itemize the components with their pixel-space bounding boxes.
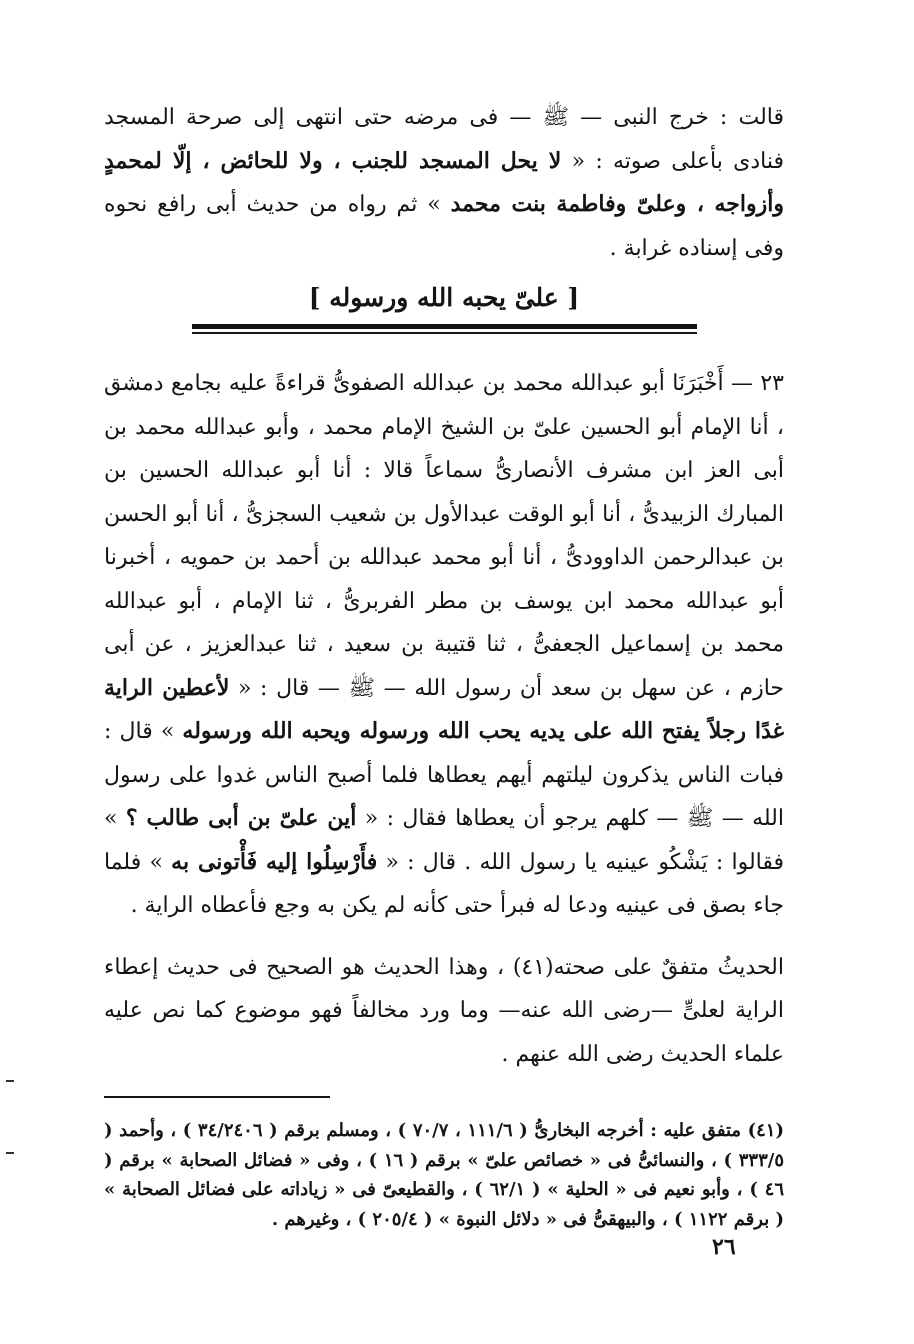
text-segment: » قال : فبات الناس يذكرون ليلتهم أيهم يعطاها فلما أصبح الناس غدوا على رسول الله — ﷺ — كلهم يرجو أن يعطاها فقال : «	[104, 719, 784, 831]
bold-quote-segment: فأَرْسِلُوا إليه فَأْتونى به	[171, 848, 378, 875]
intro-paragraph	[104, 96, 784, 270]
commentary-paragraph: الحديثُ متفقٌ على صحته(٤١) ، وهذا الحديث هو الصحيح فى حديث إعطاء الراية لعلىٍّ —رضى الله عنه— وما ورد مخالفاً فهو موضوع كما نص عليه علماء الحديث رضى الله عنهم .	[104, 954, 784, 1067]
text-segment: » فلما جاء بصق فى عينيه ودعا له فبرأ حتى كأنه لم يكن به وجع فأعطاه الراية .	[104, 849, 784, 918]
text-segment: ٢٣ — أَخْبَرَنَا أبو عبدالله محمد بن عبدالله الصفوىُّ قراءةً عليه بجامع دمشق ، أنا الإمام أبو الحسين علىّ بن الشيخ الإمام محمد ، وأبو عبدالله محمد بن أبى العز ابن مشرف الأنصارىُّ سماعاً قالا : أنا أبو عبدالله الحسين بن المبارك الزبيدىُّ ، أنا أبو الوقت عبدالأول بن شعيب السجزىُّ ، أنا أبو الحسن بن عبدالرحمن الداوودىُّ ، أنا أبو محمد عبدالله بن أحمد بن حمويه ، أخبرنا أبو عبدالله محمد ابن يوسف بن مطر الفربرىُّ ، ثنا الإمام ، أبو عبدالله محمد بن إسماعيل الجعفىُّ ، ثنا قتيبة بن سعيد ، ثنا عبدالعزيز ، عن أبى حازم ، عن سهل بن سعد أن رسول الله — ﷺ — قال : «	[104, 371, 785, 701]
text-segment: » ثم رواه من حديث أبى رافع نحوه وفى إسناده غرابة .	[104, 192, 784, 261]
heading-rule-thin	[192, 332, 697, 334]
bold-quote-segment: لأعطين الراية غدًا رجلاً يفتح الله على يديه يحب الله ورسوله ويحبه الله ورسوله	[104, 674, 784, 744]
footnote-41: (٤١) متفق عليه : أخرجه البخارىُّ ( ١١١/٦ ، ٧٠/٧ ) ، ومسلم برقم ( ٣٤/٢٤٠٦ ) ، وأحمد ( ٣٣٣/٥ ) ، والنسائىُّ فى « خصائص علىّ » برقم ( ١٦ ) ، وفى « فضائل الصحابة » برقم ( ٤٦ ) ، وأبو نعيم فى « الحلية » ( ٦٢/١ ) ، والقطيعىّ فى « زياداته على فضائل الصحابة » ( برقم ١١٢٢ ) ، والبيهقىُّ فى « دلائل النبوة » ( ٢٠٥/٤ ) ، وغيرهم .	[104, 1120, 785, 1230]
scan-edge-mark	[6, 1080, 14, 1082]
book-page	[104, 96, 784, 1234]
bold-quote-segment: أين علىّ بن أبى طالب ؟	[125, 805, 357, 831]
text-segment: قالت : خرج النبى — ﷺ — فى مرضه حتى انتهى إلى صرحة المسجد فنادى بأعلى صوته : «	[104, 105, 784, 174]
bold-quote-segment: لا يحل المسجد للجنب ، ولا للحائض ، إلّا لمحمدٍ وأزواجه ، وعلىّ وفاطمة بنت محمد	[104, 147, 784, 217]
footnote-separator	[104, 1096, 330, 1098]
page-number: ٢٦	[712, 1234, 736, 1260]
hadith-paragraph	[104, 362, 784, 928]
scan-edge-mark	[6, 1152, 14, 1154]
text-segment: » فقالوا : يَشْكُو عينيه يا رسول الله . قال : «	[104, 806, 784, 875]
heading-rule-thick	[192, 324, 697, 329]
section-heading: [ علىّ يحبه الله ورسوله ]	[308, 283, 580, 312]
